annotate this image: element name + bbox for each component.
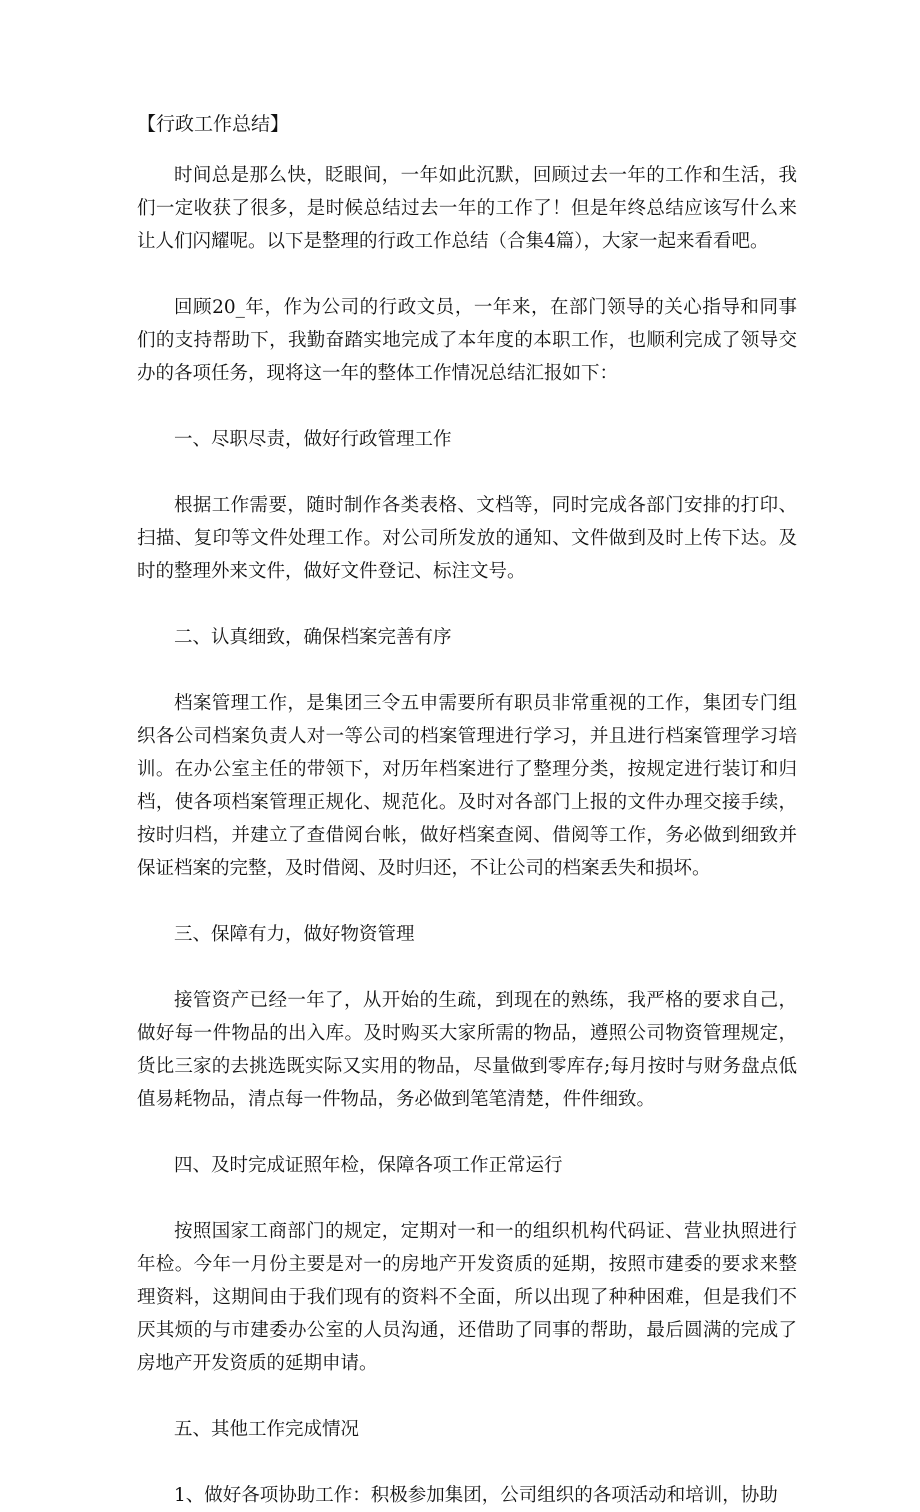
intro-paragraph: 时间总是那么快，眨眼间，一年如此沉默，回顾过去一年的工作和生活，我们一定收获了很多，是时候总结过去一年的工作了！但是年终总结应该写什么来让人们闪耀呢。以下是整理的行政工作总结（合集4篇），大家一起来看看吧。 [137,165,797,252]
overview-paragraph: 回顾20_年，作为公司的行政文员，一年来，在部门领导的关心指导和同事们的支持帮助下，我勤奋踏实地完成了本年度的本职工作，也顺利完成了领导交办的各项任务，现将这一年的整体工作情况总结汇报如下： [137,297,797,384]
section-heading-2: 二、认真细致，确保档案完善有序 [174,627,452,648]
section-body-2: 档案管理工作，是集团三令五申需要所有职员非常重视的工作，集团专门组织各公司档案负责人对一等公司的档案管理进行学习，并且进行档案管理学习培训。在办公室主任的带领下，对历年档案进行了整理分类，按规定进行装订和归档，使各项档案管理正规化、规范化。及时对各部门上报的文件办理交接手续，按时归档，并建立了查借阅台帐，做好档案查阅、借阅等工作，务必做到细致并保证档案的完整，及时借阅、及时归还，不让公司的档案丢失和损坏。 [137,693,797,879]
section-body-5: 1、做好各项协助工作：积极参加集团，公司组织的各项活动和培训，协助 [174,1485,778,1506]
section-heading-4: 四、及时完成证照年检，保障各项工作正常运行 [174,1155,563,1176]
section-body-1: 根据工作需要，随时制作各类表格、文档等，同时完成各部门安排的打印、扫描、复印等文件处理工作。对公司所发放的通知、文件做到及时上传下达。及时的整理外来文件，做好文件登记、标注文号。 [137,495,797,582]
section-body-3: 接管资产已经一年了，从开始的生疏，到现在的熟练，我严格的要求自己，做好每一件物品的出入库。及时购买大家所需的物品，遵照公司物资管理规定，货比三家的去挑选既实际又实用的物品，尽量做到零库存;每月按时与财务盘点低值易耗物品，清点每一件物品，务必做到笔笔清楚，件件细致。 [137,990,797,1110]
section-body-4: 按照国家工商部门的规定，定期对一和一的组织机构代码证、营业执照进行年检。今年一月份主要是对一的房地产开发资质的延期，按照市建委的要求来整理资料，这期间由于我们现有的资料不全面，所以出现了种种困难，但是我们不厌其烦的与市建委办公室的人员沟通，还借助了同事的帮助，最后圆满的完成了房地产开发资质的延期申请。 [137,1221,797,1374]
section-heading-3: 三、保障有力，做好物资管理 [174,924,415,945]
section-heading-5: 五、其他工作完成情况 [174,1419,360,1440]
section-heading-1: 一、尽职尽责，做好行政管理工作 [174,429,452,450]
document-content [137,108,797,1512]
document-title: 【行政工作总结】 [137,113,290,135]
